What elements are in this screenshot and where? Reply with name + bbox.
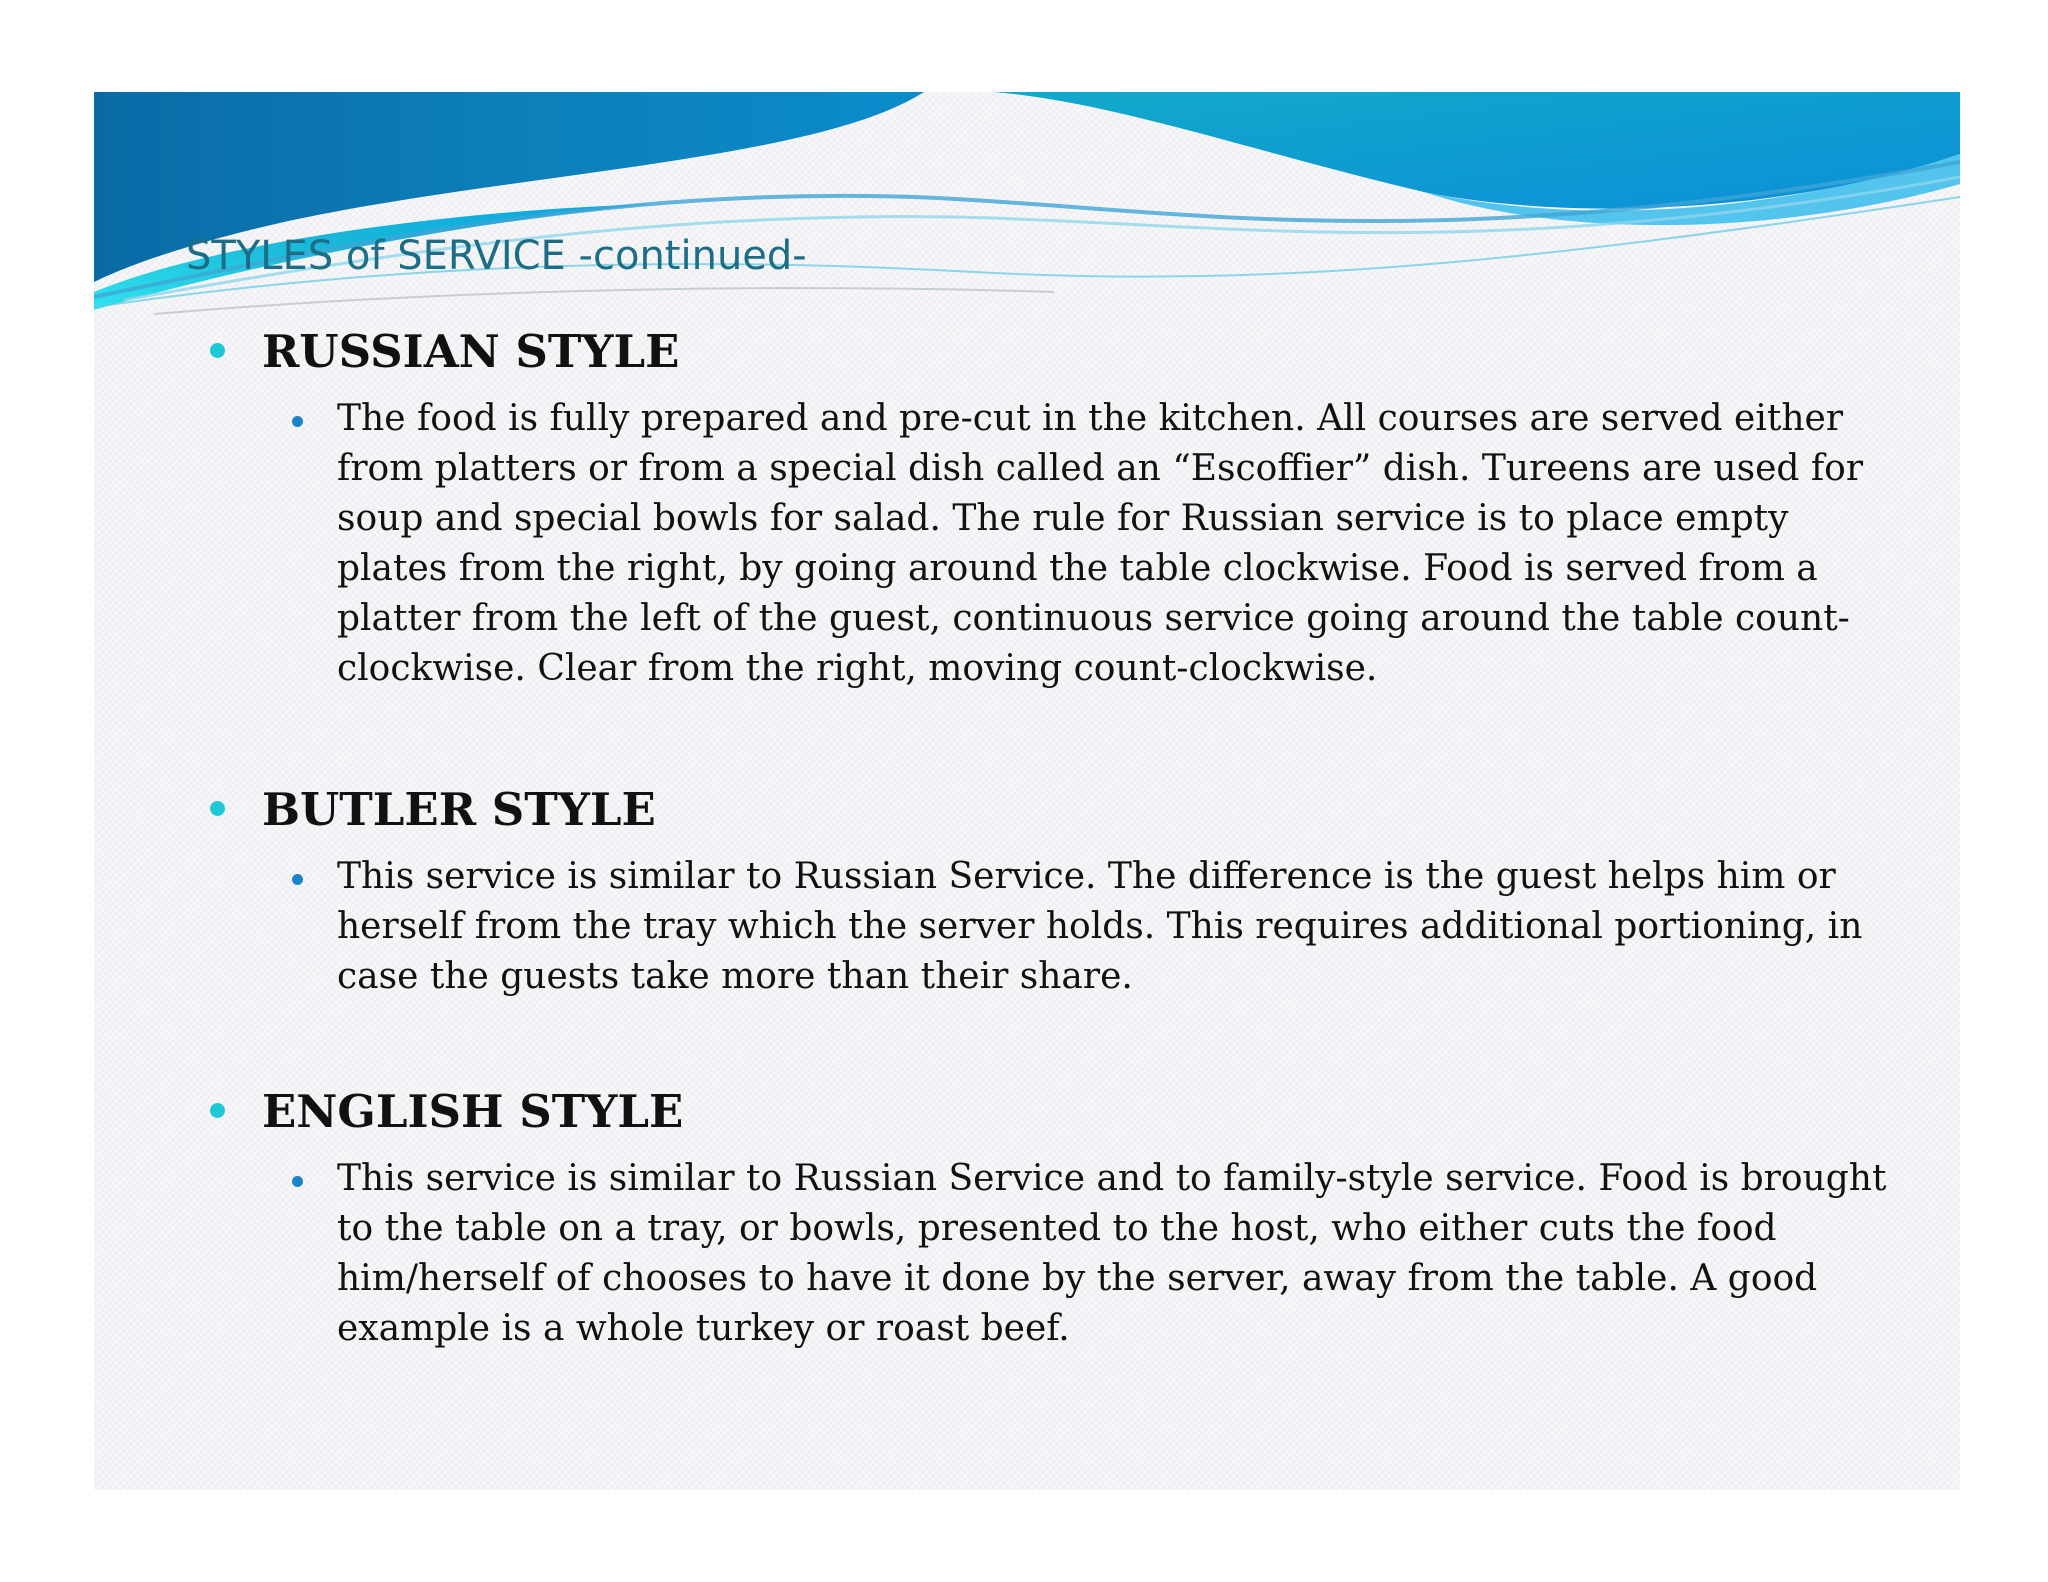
body-line: platter from the left of the guest, continuous service going around the table count- (337, 598, 1850, 639)
section-heading: BUTLER STYLE (262, 783, 656, 836)
body-line: soup and special bowls for salad. The rule for Russian service is to place empty (337, 498, 1789, 539)
body-line: plates from the right, by going around the table clockwise. Food is served from a (337, 548, 1818, 589)
heading-bullet-icon (210, 801, 225, 816)
wave-banner (94, 92, 1960, 322)
body-line: This service is similar to Russian Service and to family-style service. Food is brought (337, 1158, 1887, 1199)
section-body (337, 1154, 1887, 1354)
section-heading: ENGLISH STYLE (262, 1085, 684, 1138)
slide (94, 92, 1960, 1490)
section-body (337, 394, 1864, 694)
section-russian-style (94, 322, 1960, 694)
body-bullet-icon (292, 416, 303, 427)
body-line: herself from the tray which the server holds. This requires additional portioning, in (337, 906, 1863, 947)
body-line: The food is fully prepared and pre-cut in the kitchen. All courses are served either (337, 398, 1844, 439)
body-line: clockwise. Clear from the right, moving count-clockwise. (337, 648, 1378, 689)
section-heading: RUSSIAN STYLE (262, 325, 680, 378)
slide-title: STYLES of SERVICE -continued- (186, 233, 807, 279)
body-line: This service is similar to Russian Service. The difference is the guest helps him or (337, 856, 1836, 897)
section-english-style (94, 1082, 1960, 1354)
body-line: to the table on a tray, or bowls, presented to the host, who either cuts the food (337, 1208, 1777, 1249)
heading-bullet-icon (210, 1103, 225, 1118)
body-bullet-icon (292, 1176, 303, 1187)
body-line: case the guests take more than their share. (337, 956, 1133, 997)
heading-bullet-icon (210, 343, 225, 358)
section-butler-style (94, 780, 1960, 1002)
body-line: from platters or from a special dish called an “Escoffier” dish. Tureens are used for (337, 448, 1864, 489)
body-bullet-icon (292, 874, 303, 885)
body-line: him/herself of chooses to have it done by the server, away from the table. A good (337, 1258, 1818, 1299)
body-line: example is a whole turkey or roast beef. (337, 1308, 1070, 1349)
section-body (337, 852, 1863, 1002)
